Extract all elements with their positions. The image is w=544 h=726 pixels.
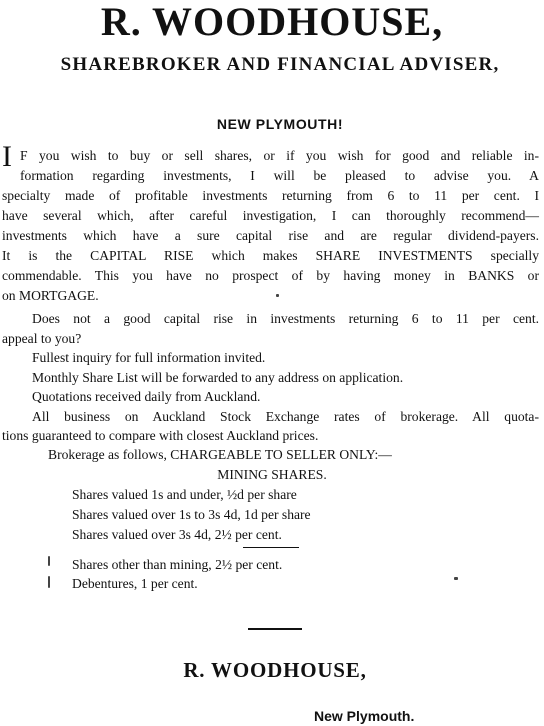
note-line: Monthly Share List will be forwarded to any address on application.: [32, 370, 404, 385]
mining-rate-line: Shares valued 1s and under, ½d per share: [72, 487, 297, 502]
intro-line: specialty made of profitable investments returning from 6 to 11 per cent. I: [2, 188, 539, 203]
print-blemish: [48, 556, 50, 566]
other-rate-line: Shares other than mining, 2½ per cent.: [72, 557, 283, 572]
mining-rate-line: Shares valued over 1s to 3s 4d, 1d per share: [72, 507, 311, 522]
question-line: Does not a good capital rise in investments returning 6 to 11 per cent.: [32, 311, 539, 326]
note-line: Fullest inquiry for full information invited.: [32, 350, 266, 365]
advertiser-name-heading: R. WOODHOUSE,: [100, 0, 444, 44]
brokerage-note-line: All business on Auckland Stock Exchange rates of brokerage. All quota-: [32, 409, 539, 424]
intro-line: It is the CAPITAL RISE which makes SHARE INVESTMENTS specially: [2, 248, 539, 263]
signature-place: New Plymouth.: [314, 708, 415, 724]
print-blemish: [454, 577, 458, 580]
print-blemish: [276, 294, 279, 297]
note-line: Quotations received daily from Auckland.: [32, 389, 261, 404]
location-heading: NEW PLYMOUTH!: [216, 116, 344, 132]
intro-line: F you wish to buy or sell shares, or if you wish for good and reliable in-: [20, 148, 539, 163]
mining-shares-heading: MINING SHARES.: [217, 467, 327, 482]
signature-name: R. WOODHOUSE,: [183, 658, 367, 682]
intro-line: on MORTGAGE.: [2, 288, 99, 303]
intro-line: commendable. This you have no prospect of by having money in BANKS or: [2, 268, 539, 283]
intro-line: have several which, after careful investigation, I can thoroughly recommend—: [2, 208, 539, 223]
drop-cap: I: [2, 140, 12, 173]
occupation-subheading: SHAREBROKER AND FINANCIAL ADVISER,: [60, 54, 500, 75]
brokerage-note-line: tions guaranteed to compare with closest Auckland prices.: [2, 428, 319, 443]
signature-divider: [248, 628, 302, 630]
brokerage-intro: Brokerage as follows, CHARGEABLE TO SELLER ONLY:—: [48, 447, 392, 462]
intro-line: investments which have a sure capital rise and are regular dividend-payers.: [2, 228, 539, 243]
other-rate-line: Debentures, 1 per cent.: [72, 576, 198, 591]
question-line: appeal to you?: [2, 331, 82, 346]
print-blemish: [48, 576, 50, 588]
section-divider: [243, 547, 299, 548]
intro-line: formation regarding investments, I will be pleased to advise you. A: [20, 168, 539, 183]
mining-rate-line: Shares valued over 3s 4d, 2½ per cent.: [72, 527, 282, 542]
